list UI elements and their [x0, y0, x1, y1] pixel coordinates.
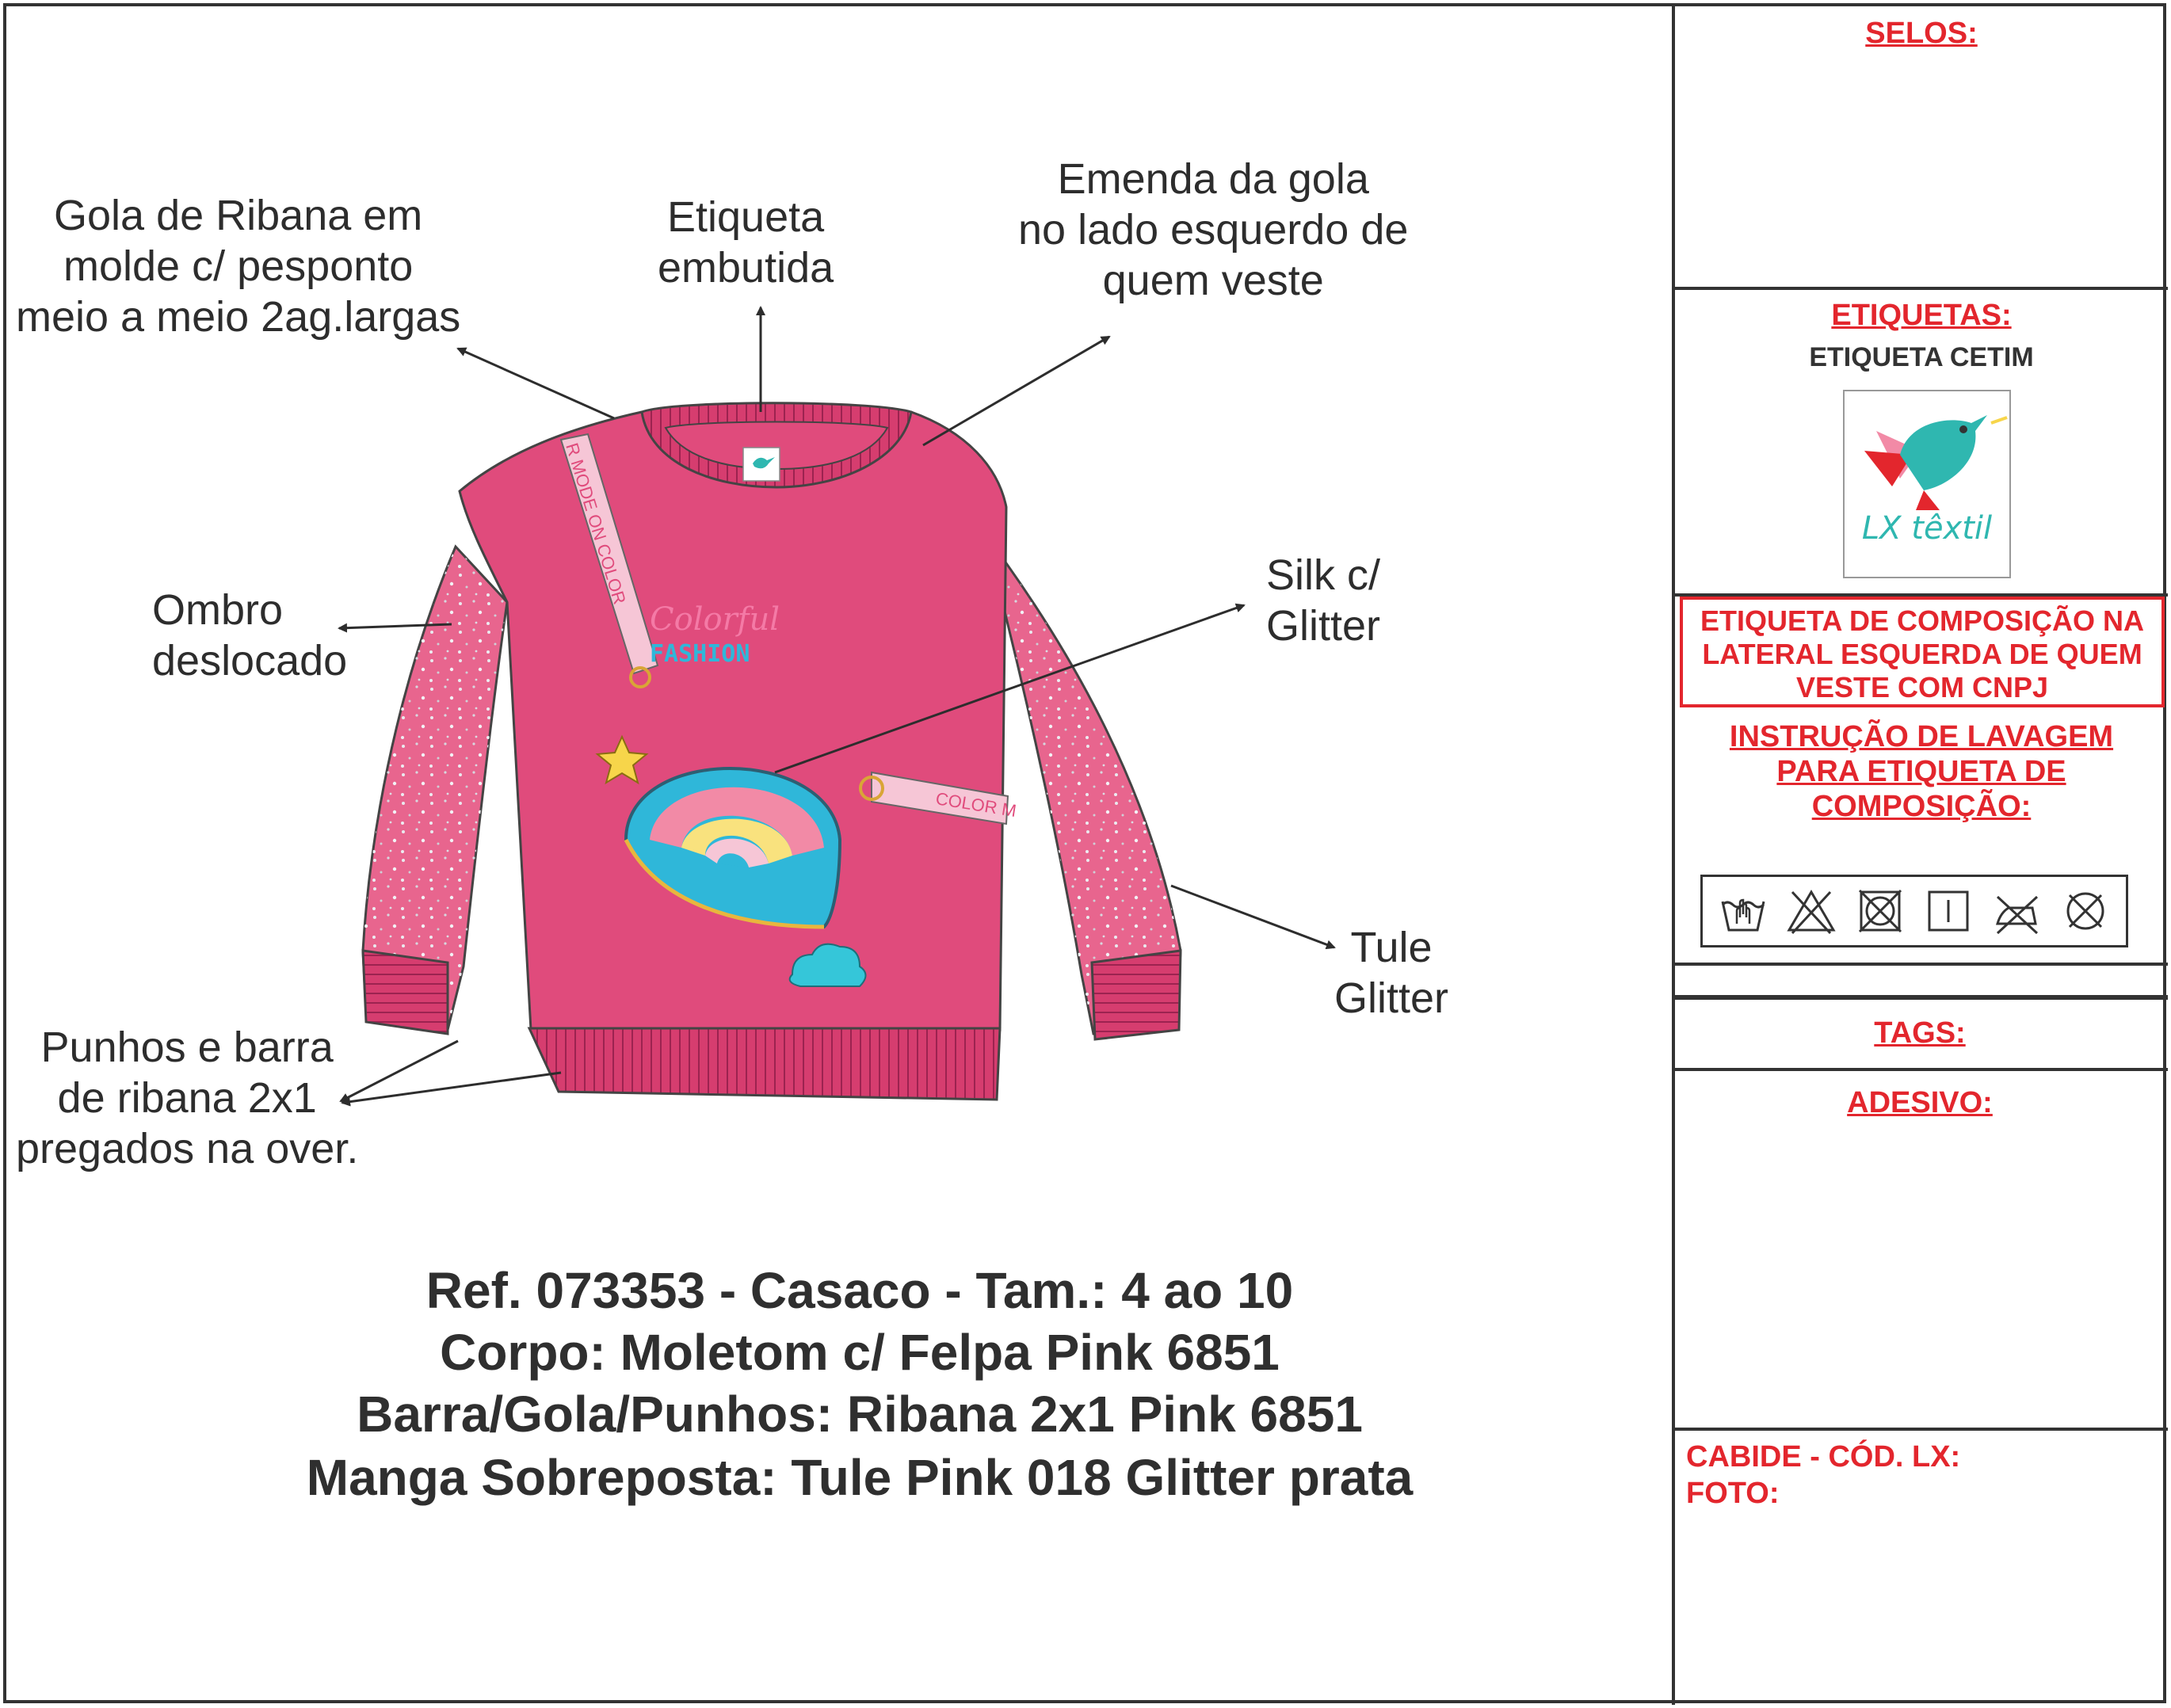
hummingbird-logo-icon — [1845, 391, 2009, 577]
do-not-bleach-icon — [1786, 886, 1837, 936]
do-not-tumble-dry-icon — [1855, 886, 1906, 936]
annotation-emenda-line-1: Emenda da gola — [1057, 155, 1369, 203]
divider — [1675, 963, 2168, 966]
line-dry-icon — [1923, 886, 1974, 936]
strap-text-left: R MODE ON COLOR — [562, 440, 630, 607]
composition-label-note — [1680, 597, 2165, 707]
cabide-label: CABIDE - CÓD. LX: — [1686, 1440, 1961, 1474]
spec-line-4: Manga Sobreposta: Tule Pink 018 Glitter prata — [306, 1449, 1414, 1506]
print-colorful: Colorful — [650, 601, 780, 638]
annotation-punhos-line-3: pregados na over. — [16, 1125, 359, 1172]
composicao-line-2: LATERAL ESQUERDA DE QUEM — [1702, 638, 2142, 670]
annotation-etiqueta-line-1: Etiqueta — [667, 193, 825, 241]
divider — [1672, 1068, 2168, 1071]
annotation-silk-line-1: Silk c/ — [1266, 551, 1381, 599]
right-sleeve — [994, 547, 1181, 1039]
annotation-tule-line-2: Glitter — [1334, 974, 1449, 1022]
annotation-silk-line-2: Glitter — [1266, 602, 1381, 650]
composicao-line-1: ETIQUETA DE COMPOSIÇÃO NA — [1700, 604, 2145, 637]
annotation-gola-line-2: molde c/ pesponto — [63, 242, 414, 290]
print-fashion: FASHION — [650, 640, 750, 668]
tags-heading: TAGS: — [1874, 1016, 1966, 1050]
instrucao-line-2: PARA ETIQUETA DE — [1776, 755, 2066, 788]
annotation-punhos-line-1: Punhos e barra — [40, 1024, 334, 1071]
hand-wash-icon — [1718, 886, 1768, 936]
care-symbols-strip — [1700, 875, 2128, 947]
brand-logo-text: LX têxtil — [1861, 510, 1993, 547]
annotation-ombro-line-2: deslocado — [152, 637, 348, 684]
etiquetas-heading: ETIQUETAS: — [1831, 299, 2012, 332]
instrucao-lavagem-heading — [1675, 719, 2168, 824]
foto-label: FOTO: — [1686, 1477, 1780, 1510]
annotation-tule-line-1: Tule — [1350, 924, 1433, 971]
brand-label-card — [1843, 390, 2011, 578]
cabide-foto — [1672, 1439, 2168, 1512]
spec-line-3: Barra/Gola/Punhos: Ribana 2x1 Pink 6851 — [357, 1386, 1363, 1443]
instrucao-line-1: INSTRUÇÃO DE LAVAGEM — [1729, 720, 2114, 753]
annotation-gola-line-1: Gola de Ribana em — [54, 192, 423, 239]
do-not-dry-clean-icon — [2060, 886, 2111, 936]
do-not-iron-icon — [1991, 886, 2042, 936]
annotation-ombro-line-1: Ombro — [152, 586, 284, 634]
annotation-emenda-line-2: no lado esquerdo de — [1018, 206, 1409, 254]
selos-heading: SELOS: — [1865, 17, 1978, 50]
etiqueta-cetim-label: ETIQUETA CETIM — [1809, 342, 2034, 372]
spec-line-1: Ref. 073353 - Casaco - Tam.: 4 ao 10 — [425, 1262, 1294, 1319]
garment-body — [460, 403, 1006, 1100]
strap-text-right: COLOR M — [934, 788, 1018, 822]
annotation-emenda-line-3: quem veste — [1102, 257, 1324, 304]
adesivo-heading: ADESIVO: — [1847, 1086, 1993, 1119]
composicao-line-3: VESTE COM CNPJ — [1795, 671, 2049, 703]
spec-line-2: Corpo: Moletom c/ Felpa Pink 6851 — [440, 1324, 1280, 1381]
divider — [1672, 995, 2168, 998]
annotation-etiqueta-line-2: embutida — [658, 244, 834, 292]
divider — [1672, 1428, 2168, 1431]
annotation-punhos-line-2: de ribana 2x1 — [57, 1074, 317, 1122]
divider — [1675, 287, 2168, 290]
left-sleeve — [363, 547, 507, 1034]
annotation-gola-line-3: meio a meio 2ag.largas — [16, 293, 461, 341]
instrucao-line-3: COMPOSIÇÃO: — [1811, 790, 2032, 823]
